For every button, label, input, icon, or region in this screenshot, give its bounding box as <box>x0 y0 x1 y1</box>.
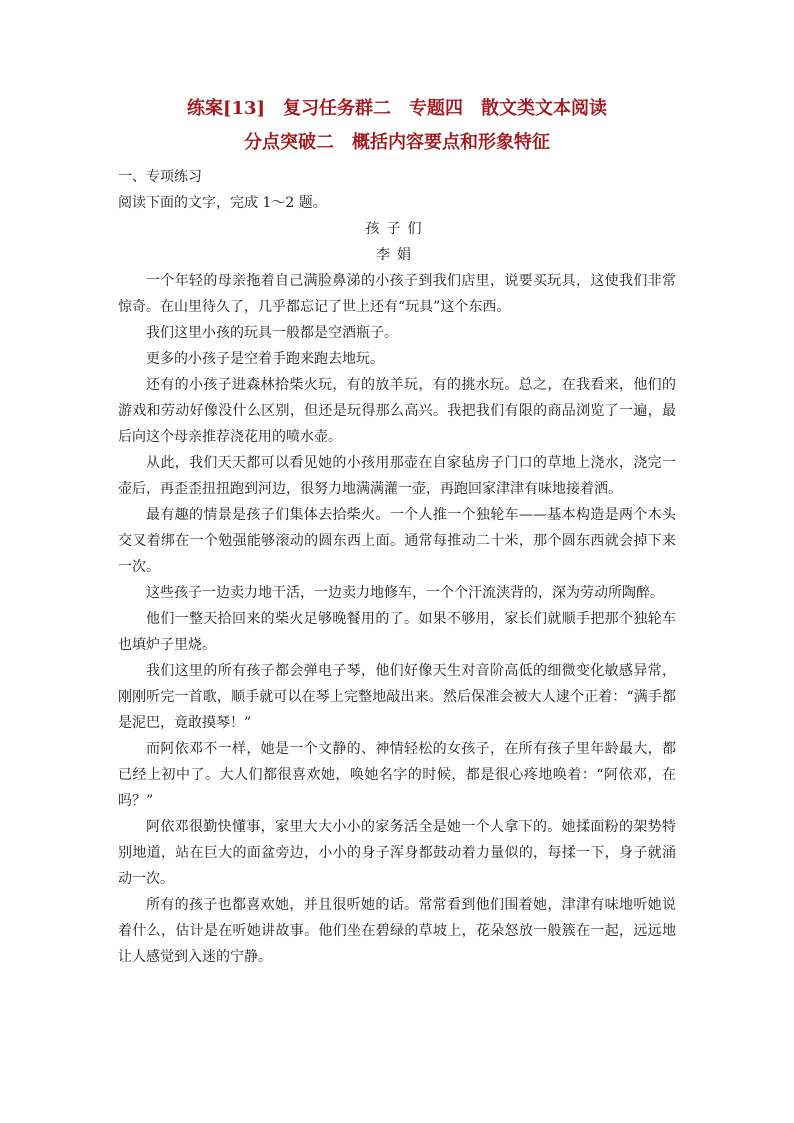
paragraph: 这些孩子一边卖力地干活，一边卖力地修车，一个个汗流浃背的，深为劳动所陶醉。 <box>146 585 664 601</box>
instruction-text: 阅读下面的文字，完成 1～2 题。 <box>118 195 327 211</box>
paragraph: 所有的孩子也都喜欢她，并且很听她的话。常常看到他们围着她，津津有味地听她说着什么，估计是在听她讲故事。他们坐在碧绿的草坡上，花朵怒放一般簇在一起，远远地让人感觉到入迷的宁静。 <box>118 897 676 965</box>
section-label: 一、专项练习 <box>118 169 202 185</box>
paragraph: 最有趣的情景是孩子们集体去拾柴火。一个人推一个独轮车——基本构造是两个木头交叉着绑在一个勉强能够滚动的圆东西上面。通常每推动二十米，那个圆东西就会掉下来一次。 <box>118 507 676 575</box>
paragraph: 更多的小孩子是空着手跑来跑去地玩。 <box>146 351 384 367</box>
document-title: 练案[13] 复习任务群二 专题四 散文类文本阅读 <box>186 98 608 119</box>
paragraph: 我们这里的所有孩子都会弹电子琴，他们好像天生对音阶高低的细微变化敏感异常，刚刚听完一首歌，顺手就可以在琴上完整地敲出来。然后保准会被大人逮个正着：“满手都是泥巴，竟敢摸琴！” <box>118 663 676 731</box>
document-body <box>118 164 676 970</box>
article-title: 孩子们 <box>365 221 429 237</box>
paragraph: 我们这里小孩的玩具一般都是空酒瓶子。 <box>146 325 398 341</box>
document-page <box>118 94 676 970</box>
paragraph: 还有的小孩子进森林拾柴火玩，有的放羊玩，有的挑水玩。总之，在我看来，他们的游戏和劳动好像没什么区别，但还是玩得那么高兴。我把我们有限的商品浏览了一遍，最后向这个母亲推荐浇花用的喷水壶。 <box>118 377 676 445</box>
paragraph: 从此，我们天天都可以看见她的小孩用那壶在自家毡房子门口的草地上浇水，浇完一壶后，再歪歪扭扭跑到河边，很努力地满满灌一壶，再跑回家津津有味地接着洒。 <box>118 455 676 497</box>
article-author: 李娟 <box>376 247 418 263</box>
paragraph: 他们一整天拾回来的柴火足够晚餐用的了。如果不够用，家长们就顺手把那个独轮车也填炉子里烧。 <box>118 611 676 653</box>
paragraph: 一个年轻的母亲拖着自己满脸鼻涕的小孩子到我们店里，说要买玩具，这使我们非常惊奇。在山里待久了，几乎都忘记了世上还有“玩具”这个东西。 <box>118 273 676 315</box>
paragraph: 阿依邓很勤快懂事，家里大大小小的家务活全是她一个人拿下的。她揉面粉的架势特别地道，站在巨大的面盆旁边，小小的身子浑身都鼓动着力量似的，每揉一下，身子就涌动一次。 <box>118 819 676 887</box>
document-subtitle: 分点突破二 概括内容要点和形象特征 <box>244 132 550 153</box>
paragraph: 而阿依邓不一样，她是一个文静的、神情轻松的女孩子，在所有孩子里年龄最大，都已经上初中了。大人们都很喜欢她，唤她名字的时候，都是很心疼地唤着：“阿依邓，在吗？” <box>118 741 676 809</box>
